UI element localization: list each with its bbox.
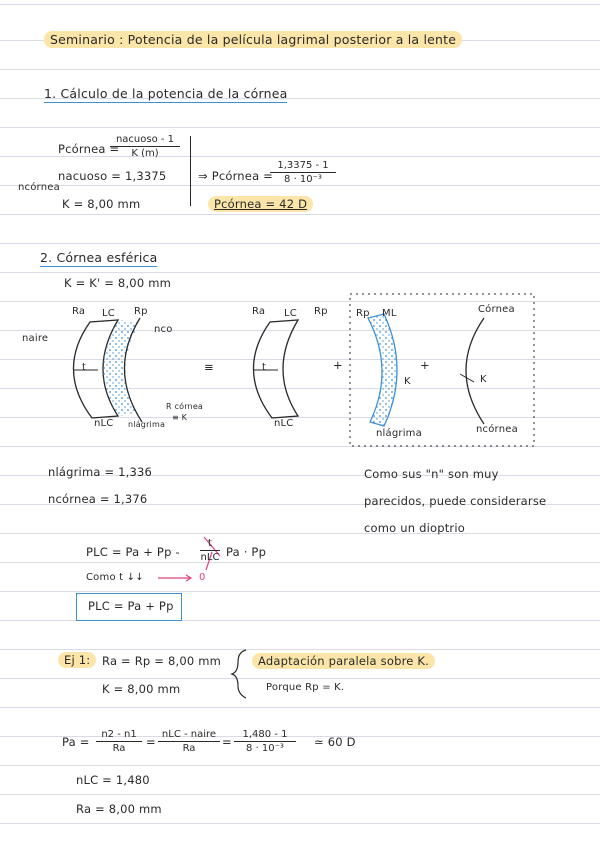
example-line-2: K = 8,00 mm <box>102 682 181 696</box>
nlc-value: nLC = 1,480 <box>76 773 150 787</box>
label-t-equivalent: t <box>262 362 267 373</box>
pa-fraction-2-numerator: nLC - naire <box>158 729 220 742</box>
note-line-1: Como sus "n" son muy <box>364 467 499 481</box>
pa-fraction-1 <box>96 729 142 754</box>
example-note-1: Adaptación paralela sobre K. <box>252 653 435 669</box>
label-t: t <box>82 362 87 373</box>
pa-fraction-3 <box>234 729 296 754</box>
result-denominator: 8 · 10⁻³ <box>284 174 322 185</box>
zero-value: 0 <box>199 572 206 583</box>
label-k-meniscus: K <box>404 376 411 387</box>
pa-fraction-3-numerator: 1,480 - 1 <box>234 729 296 742</box>
plc-fraction <box>200 538 220 563</box>
result-final: Pcórnea = 42 D <box>208 196 313 212</box>
label-lc-equivalent: LC <box>284 308 297 319</box>
label-ml: ML <box>382 308 397 319</box>
plc-fraction-denominator: nLC <box>200 552 220 563</box>
k-equals-kprime: K = K' = 8,00 mm <box>64 276 172 290</box>
formula-pcornea-numerator: nacuoso - 1 <box>110 134 180 147</box>
formula-pcornea-denominator: K (m) <box>131 148 159 159</box>
como-t-tends: Como t ↓↓ <box>86 572 144 583</box>
n-acuoso-value: nacuoso = 1,3375 <box>58 169 167 183</box>
equals-sign-2: = <box>222 735 232 749</box>
cornea-only-curve <box>466 318 484 424</box>
label-nco: nco <box>154 324 173 335</box>
label-nlagrima: nlágrima <box>128 420 166 429</box>
pa-fraction-3-denominator: 8 · 10⁻³ <box>246 743 284 754</box>
label-rp: Rp <box>134 306 148 317</box>
n-cornea-value: ncórnea = 1,376 <box>48 492 148 506</box>
n-cornea-label: ncórnea <box>18 182 60 193</box>
note-line-3: como un dioptrio <box>364 521 465 535</box>
label-nlagrima-meniscus: nlágrima <box>376 428 422 439</box>
label-naire: naire <box>22 333 49 344</box>
tear-layer <box>103 320 140 416</box>
label-rcornea: R córnea <box>166 402 204 411</box>
plus-sign-1: + <box>333 358 343 372</box>
label-nlc-equivalent: nLC <box>274 418 294 429</box>
pa-lhs: Pa = <box>62 735 90 749</box>
label-rp-meniscus: Rp <box>356 308 370 319</box>
formula-pcornea-lhs: Pcórnea = <box>58 142 120 156</box>
pa-fraction-1-denominator: Ra <box>112 743 126 754</box>
pa-fraction-1-numerator: n2 - n1 <box>96 729 142 742</box>
pa-fraction-2-denominator: Ra <box>182 743 196 754</box>
label-eqk: ≡ K <box>172 413 188 422</box>
label-k-cornea: K <box>480 374 487 385</box>
k-value: K = 8,00 mm <box>62 197 141 211</box>
note-line-2: parecidos, puede considerarse <box>364 494 547 508</box>
equivalent-lens-shape <box>253 320 298 418</box>
plc-formula-part-a: PLC = Pa + Pp - <box>86 545 180 559</box>
section2-heading: 2. Córnea esférica <box>40 250 158 265</box>
pa-result: ≃ 60 D <box>314 735 356 749</box>
equivalence-sign: ≡ <box>204 360 214 374</box>
ra-value: Ra = 8,00 mm <box>76 802 162 816</box>
plus-sign-2: + <box>420 358 430 372</box>
section1-heading: 1. Cálculo de la potencia de la córnea <box>44 86 288 101</box>
label-ra-equivalent: Ra <box>252 306 266 317</box>
label-rp-equivalent: Rp <box>314 306 328 317</box>
page-title: Seminario : Potencia de la película lagrimal posterior a la lente <box>44 31 462 48</box>
label-ncornea: ncórnea <box>476 424 518 435</box>
example-note-2: Porque Rp = K. <box>266 682 345 693</box>
result-pcornea-lhs: ⇒ Pcórnea = <box>198 169 274 183</box>
plc-formula-part-b: Pa · Pp <box>226 545 267 559</box>
label-cornea: Córnea <box>478 304 515 315</box>
curly-brace <box>232 650 246 698</box>
example-label: Ej 1: <box>58 652 96 668</box>
label-nlc: nLC <box>94 418 114 429</box>
label-ra: Ra <box>72 306 86 317</box>
plc-fraction-numerator: t <box>200 538 220 551</box>
equals-sign-1: = <box>146 735 156 749</box>
pa-fraction-2 <box>158 729 220 754</box>
n-lagrima-value: nlágrima = 1,336 <box>48 465 153 479</box>
result-numerator: 1,3375 - 1 <box>270 160 336 173</box>
plc-boxed-formula: PLC = Pa + Pp <box>88 599 174 613</box>
example-line-1: Ra = Rp = 8,00 mm <box>102 654 222 668</box>
label-lc: LC <box>102 308 115 319</box>
tear-meniscus-shape <box>368 314 397 426</box>
